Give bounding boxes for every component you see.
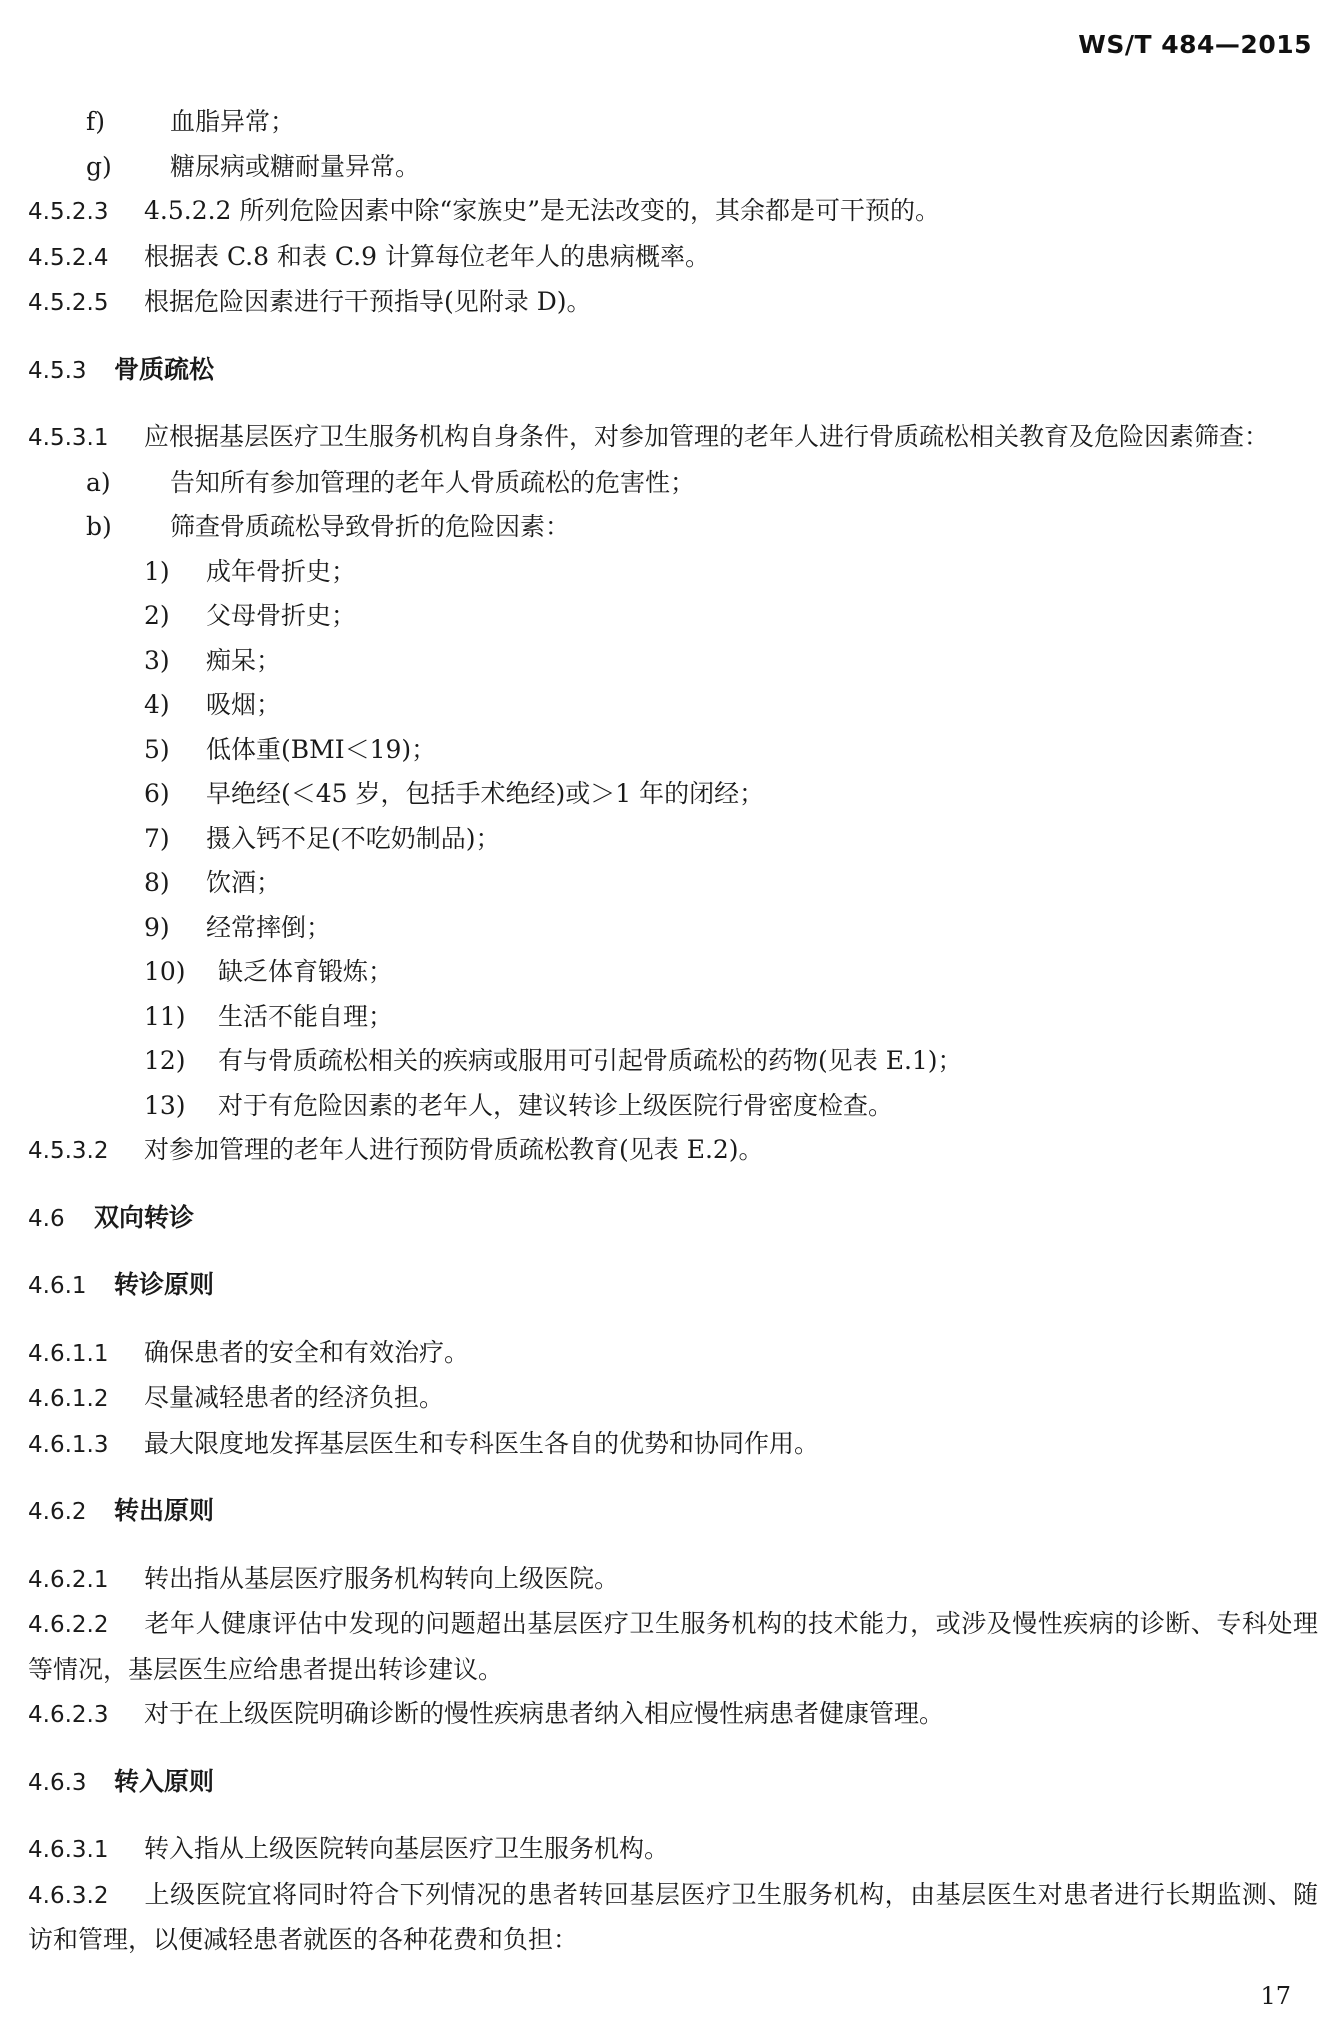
sub-list-item <box>28 772 1318 817</box>
clause-text: 上级医院宜将同时符合下列情况的患者转回基层医疗卫生服务机构，由基层医生对患者进行长期监测、随访和管理，以便减轻患者就医的各种花费和负担： <box>28 1879 1318 1954</box>
clause-text: 对参加管理的老年人进行预防骨质疏松教育(见表 E.2)。 <box>144 1135 764 1164</box>
list-marker: 7) <box>144 823 170 853</box>
section-heading <box>28 1263 1318 1309</box>
section-heading <box>28 348 1318 394</box>
list-item-text: 告知所有参加管理的老年人骨质疏松的危害性； <box>170 467 696 497</box>
clause-number: 4.6.2.1 <box>28 1566 109 1593</box>
clause-number: 4.5.2.3 <box>28 199 109 225</box>
sub-list-item <box>28 550 1318 595</box>
list-marker: 8) <box>144 868 170 897</box>
clause <box>28 235 1318 281</box>
list-item-text: 有与骨质疏松相关的疾病或服用可引起骨质疏松的药物(见表 E.1)； <box>218 1046 963 1075</box>
clause-text: 转出指从基层医疗服务机构转向上级医院。 <box>144 1563 620 1593</box>
sub-list-item <box>28 906 1318 951</box>
sub-list-item <box>28 594 1318 639</box>
list-item-text: 对于有危险因素的老年人，建议转诊上级医院行骨密度检查。 <box>218 1090 894 1120</box>
clause <box>28 1873 1318 1963</box>
list-item-text: 低体重(BMI＜19)； <box>206 734 437 764</box>
section-number: 4.6.3 <box>28 1769 87 1796</box>
list-item-text: 成年骨折史； <box>206 556 357 586</box>
sub-list-item <box>28 1084 1318 1129</box>
list-marker: 9) <box>144 912 170 942</box>
list-marker: 11) <box>144 1001 186 1031</box>
list-item-text: 痴呆； <box>206 645 282 675</box>
clause-text: 老年人健康评估中发现的问题超出基层医疗卫生服务机构的技术能力，或涉及慢性疾病的诊断、专科处理等情况，基层医生应给患者提出转诊建议。 <box>28 1609 1318 1684</box>
section-number: 4.5.3 <box>28 357 87 384</box>
list-item-text: 缺乏体育锻炼； <box>218 957 394 986</box>
list-marker: 5) <box>144 734 170 764</box>
clause-text: 最大限度地发挥基层医生和专科医生各自的优势和协同作用。 <box>144 1428 820 1458</box>
clause <box>28 189 1318 235</box>
sub-list-item <box>28 728 1318 773</box>
list-marker: 12) <box>144 1046 186 1075</box>
clause-number: 4.6.1.2 <box>28 1386 109 1412</box>
clause-text: 对于在上级医院明确诊断的慢性疾病患者纳入相应慢性病患者健康管理。 <box>144 1699 945 1728</box>
clause-number: 4.6.2.3 <box>28 1702 109 1728</box>
clause <box>28 1376 1318 1422</box>
clause <box>28 1827 1318 1873</box>
list-item <box>28 461 1318 506</box>
sub-list-item <box>28 950 1318 995</box>
clause-text: 确保患者的安全和有效治疗。 <box>144 1337 470 1367</box>
list-item <box>28 505 1318 550</box>
section-title: 骨质疏松 <box>114 354 215 384</box>
section-heading <box>28 1489 1318 1535</box>
list-marker: 4) <box>144 690 170 719</box>
list-item-text: 经常摔倒； <box>206 912 332 942</box>
list-marker: 3) <box>144 645 170 675</box>
section-number: 4.6.1 <box>28 1273 87 1299</box>
clause-number: 4.6.3.1 <box>28 1837 109 1863</box>
clause-number: 4.5.2.5 <box>28 290 109 316</box>
clause-number: 4.6.2.2 <box>28 1612 109 1638</box>
clause <box>28 1128 1318 1174</box>
list-marker: b) <box>86 512 112 541</box>
list-item-text: 筛查骨质疏松导致骨折的危险因素： <box>170 512 571 541</box>
list-marker: g) <box>86 151 112 181</box>
list-marker: 1) <box>144 556 170 586</box>
clause <box>28 1422 1318 1468</box>
clause-text: 应根据基层医疗卫生服务机构自身条件，对参加管理的老年人进行骨质疏松相关教育及危险因素筛查： <box>144 422 1270 451</box>
document-body <box>28 100 1318 1963</box>
section-number: 4.6 <box>28 1205 65 1232</box>
sub-list-item <box>28 1039 1318 1084</box>
section-heading <box>28 1760 1318 1806</box>
document-header: WS/T 484—2015 <box>1078 30 1312 59</box>
clause-number: 4.5.3.2 <box>28 1138 109 1164</box>
list-item <box>28 145 1318 190</box>
list-item-text: 父母骨折史； <box>206 601 357 630</box>
sub-list-item <box>28 817 1318 862</box>
sub-list-item <box>28 861 1318 906</box>
list-item-text: 摄入钙不足(不吃奶制品)； <box>206 823 501 853</box>
sub-list-item <box>28 683 1318 728</box>
clause <box>28 280 1318 326</box>
list-marker: 2) <box>144 601 170 630</box>
list-item-text: 吸烟； <box>206 690 282 719</box>
clause-text: 根据表 C.8 和表 C.9 计算每位老年人的患病概率。 <box>144 241 710 271</box>
list-item-text: 血脂异常； <box>170 107 296 136</box>
clause <box>28 415 1318 461</box>
list-marker: a) <box>86 467 111 497</box>
section-heading <box>28 1196 1318 1242</box>
section-title: 转诊原则 <box>114 1270 215 1299</box>
list-item-text: 早绝经(＜45 岁，包括手术绝经)或＞1 年的闭经； <box>206 779 765 808</box>
list-marker: 10) <box>144 957 186 986</box>
clause-text: 根据危险因素进行干预指导(见附录 D)。 <box>144 287 592 316</box>
list-marker: 6) <box>144 779 170 808</box>
page-number: 17 <box>1260 1982 1291 2010</box>
list-item-text: 饮酒； <box>206 868 282 897</box>
section-title: 转出原则 <box>114 1496 215 1525</box>
list-item-text: 生活不能自理； <box>218 1001 394 1031</box>
list-marker: f) <box>86 107 106 136</box>
clause-number: 4.5.3.1 <box>28 425 109 451</box>
clause <box>28 1602 1318 1692</box>
clause-text: 4.5.2.2 所列危险因素中除“家族史”是无法改变的，其余都是可干预的。 <box>144 196 940 225</box>
section-title: 转入原则 <box>114 1766 215 1796</box>
section-title: 双向转诊 <box>94 1202 195 1232</box>
clause-number: 4.6.3.2 <box>28 1882 109 1909</box>
clause-number: 4.6.1.1 <box>28 1340 109 1367</box>
clause <box>28 1331 1318 1377</box>
section-number: 4.6.2 <box>28 1499 87 1525</box>
clause-text: 转入指从上级医院转向基层医疗卫生服务机构。 <box>144 1834 670 1863</box>
clause <box>28 1692 1318 1738</box>
sub-list-item <box>28 639 1318 684</box>
clause-text: 尽量减轻患者的经济负担。 <box>144 1383 445 1412</box>
list-item <box>28 100 1318 145</box>
list-marker: 13) <box>144 1090 186 1120</box>
list-item-text: 糖尿病或糖耐量异常。 <box>170 151 421 181</box>
clause <box>28 1557 1318 1603</box>
sub-list-item <box>28 995 1318 1040</box>
clause-number: 4.5.2.4 <box>28 244 109 271</box>
clause-number: 4.6.1.3 <box>28 1431 109 1458</box>
